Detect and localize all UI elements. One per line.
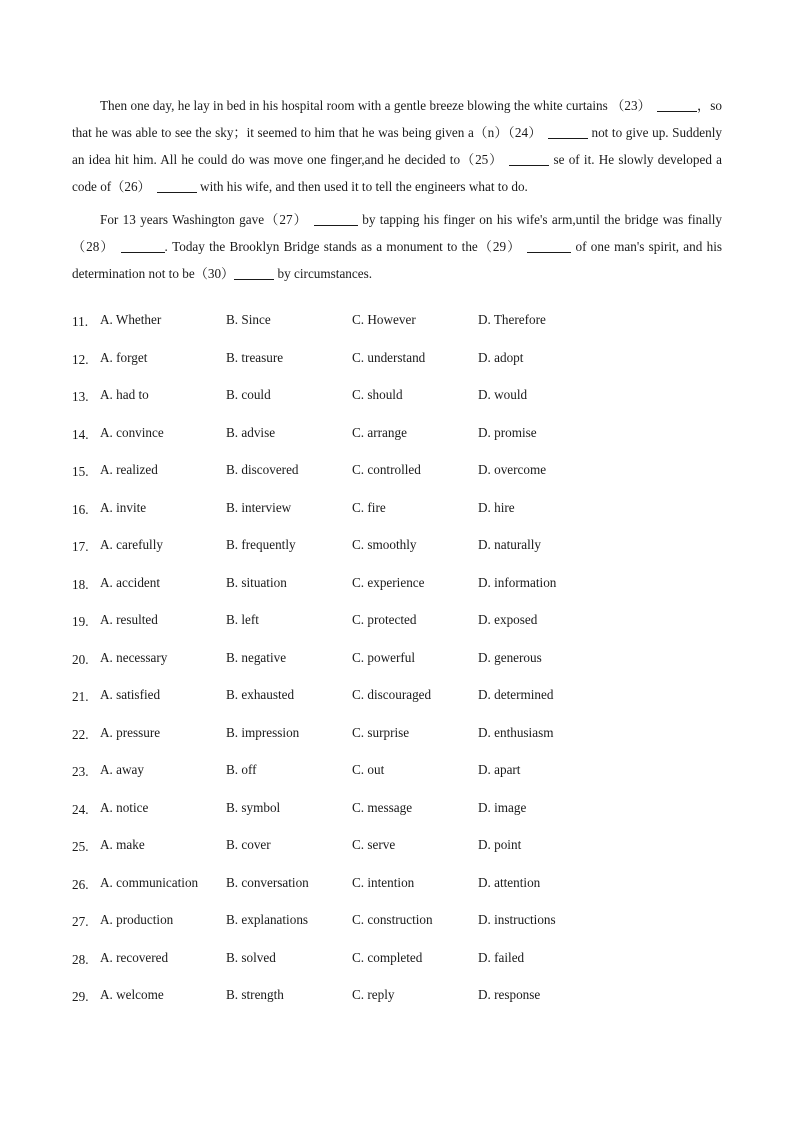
option-a: A. forget: [100, 349, 148, 365]
question-number: 11.: [72, 314, 88, 329]
question-row: [72, 831, 722, 869]
option-a: A. communication: [100, 874, 199, 890]
option-a: A. recovered: [100, 949, 169, 965]
question-row: [72, 869, 722, 907]
question-number: 15.: [72, 464, 89, 479]
option-c: C. reply: [352, 987, 395, 1002]
question-row: [72, 944, 722, 982]
option-c: C. completed: [352, 949, 423, 965]
answer-blank-29: [527, 238, 571, 253]
option-d: D. instructions: [478, 912, 556, 927]
question-number: 14.: [72, 426, 89, 442]
option-a: A. invite: [100, 499, 147, 515]
option-b: B. advise: [226, 424, 276, 440]
option-a: A. production: [100, 912, 174, 927]
option-c: C. message: [352, 799, 413, 815]
question-row: [72, 381, 722, 419]
option-c: C. construction: [352, 912, 433, 927]
question-number: 12.: [72, 351, 89, 367]
option-a: A. welcome: [100, 987, 164, 1002]
question-number: 27.: [72, 914, 89, 929]
option-a: A. realized: [100, 462, 158, 477]
option-a: A. accident: [100, 574, 161, 590]
option-b: B. impression: [226, 724, 300, 740]
question-row: [72, 419, 722, 457]
option-d: D. overcome: [478, 462, 547, 477]
question-number: 22.: [72, 726, 89, 742]
option-a: A. necessary: [100, 649, 168, 665]
text-segment: by tapping his finger on his wife's arm,until the bridge was finally （28）: [72, 212, 722, 254]
question-row: [72, 494, 722, 532]
question-row: [72, 569, 722, 607]
option-b: B. explanations: [226, 912, 309, 927]
option-d: D. enthusiasm: [478, 724, 554, 740]
option-d: D. hire: [478, 499, 515, 515]
question-number: 20.: [72, 651, 89, 667]
question-row: [72, 794, 722, 832]
option-c: C. However: [352, 312, 416, 327]
option-c: C. serve: [352, 837, 396, 852]
answer-blank-24: [548, 124, 588, 139]
text-segment: of one man's spirit, and his determination not to be（30）: [72, 239, 723, 281]
question-list: [72, 306, 722, 1019]
option-b: B. symbol: [226, 799, 281, 815]
option-d: D. promise: [478, 424, 537, 440]
answer-blank-23: [657, 97, 697, 112]
option-c: C. experience: [352, 574, 425, 590]
option-b: B. treasure: [226, 349, 284, 365]
passage: [72, 92, 722, 287]
option-c: C. understand: [352, 349, 426, 365]
question-row: [72, 306, 722, 344]
question-number: 17.: [72, 539, 89, 554]
question-number: 21.: [72, 689, 89, 704]
option-b: B. Since: [226, 312, 271, 327]
text-segment: with his wife, and then used it to tell the engineers what to do.: [200, 179, 528, 194]
text-segment: . Today the Brooklyn Bridge stands as a monument to the（29）: [164, 239, 522, 254]
question-number: 24.: [72, 801, 89, 817]
passage-paragraph-2: [72, 206, 722, 287]
option-a: A. away: [100, 762, 144, 777]
option-d: D. generous: [478, 649, 542, 665]
question-row: [72, 906, 722, 944]
option-b: B. interview: [226, 499, 292, 515]
option-d: D. attention: [478, 874, 541, 890]
question-number: 28.: [72, 951, 89, 967]
question-row: [72, 756, 722, 794]
text-segment: not to give up. Suddenly an idea hit him. All he could do was move one finger,and he decided to（25）: [72, 125, 723, 167]
option-a: A. Whether: [100, 312, 162, 327]
option-c: C. smoothly: [352, 537, 417, 552]
option-a: A. had to: [100, 387, 149, 402]
answer-blank-28: [121, 238, 165, 253]
question-row: [72, 531, 722, 569]
answer-blank-25: [509, 151, 549, 166]
question-row: [72, 344, 722, 382]
option-c: C. powerful: [352, 649, 415, 665]
answer-blank-30: [234, 265, 274, 280]
option-c: C. protected: [352, 612, 417, 627]
option-c: C. intention: [352, 874, 415, 890]
question-number: 25.: [72, 839, 89, 854]
option-d: D. adopt: [478, 349, 524, 365]
option-d: D. naturally: [478, 537, 541, 552]
option-b: B. could: [226, 387, 271, 402]
option-b: B. strength: [226, 987, 284, 1002]
text-segment: se of it. He slowly developed a code of（26）: [72, 152, 722, 194]
option-d: D. failed: [478, 949, 525, 965]
question-row: [72, 681, 722, 719]
question-number: 23.: [72, 764, 89, 779]
question-row: [72, 606, 722, 644]
answer-blank-27: [314, 211, 358, 226]
option-a: A. convince: [100, 424, 164, 440]
option-d: D. would: [478, 387, 528, 402]
option-a: A. pressure: [100, 724, 161, 740]
option-a: A. resulted: [100, 612, 158, 627]
option-d: D. Therefore: [478, 312, 546, 327]
option-b: B. exhausted: [226, 687, 295, 702]
option-b: B. frequently: [226, 537, 296, 552]
option-d: D. response: [478, 987, 541, 1002]
option-c: C. arrange: [352, 424, 407, 440]
question-row: [72, 644, 722, 682]
question-row: [72, 719, 722, 757]
text-segment: by circumstances.: [277, 266, 373, 281]
question-number: 26.: [72, 876, 89, 892]
passage-paragraph-1: [72, 92, 722, 200]
option-b: B. situation: [226, 574, 287, 590]
option-d: D. exposed: [478, 612, 538, 627]
option-c: C. surprise: [352, 724, 410, 740]
option-b: B. left: [226, 612, 259, 627]
answer-blank-26: [157, 178, 197, 193]
option-b: B. negative: [226, 649, 287, 665]
question-number: 18.: [72, 576, 89, 592]
option-a: A. make: [100, 837, 145, 852]
option-d: D. apart: [478, 762, 521, 777]
question-row: [72, 456, 722, 494]
option-b: B. discovered: [226, 462, 299, 477]
option-a: A. carefully: [100, 537, 163, 552]
option-b: B. off: [226, 762, 257, 777]
option-b: B. cover: [226, 837, 271, 852]
option-a: A. notice: [100, 799, 149, 815]
option-d: D. determined: [478, 687, 554, 702]
option-c: C. discouraged: [352, 687, 432, 702]
question-row: [72, 981, 722, 1019]
option-d: D. image: [478, 799, 527, 815]
option-c: C. should: [352, 387, 403, 402]
option-a: A. satisfied: [100, 687, 161, 702]
option-c: C. fire: [352, 499, 386, 515]
question-number: 19.: [72, 614, 89, 629]
option-b: B. solved: [226, 949, 276, 965]
option-d: D. information: [478, 574, 557, 590]
text-segment: ，so that he was able to see the sky；it seemed to him that he was being given a（n）（24）: [72, 98, 723, 140]
option-d: D. point: [478, 837, 522, 852]
question-number: 13.: [72, 389, 89, 404]
option-b: B. conversation: [226, 874, 309, 890]
text-segment: Then one day, he lay in bed in his hospital room with a gentle breeze blowing the white curtains （23）: [100, 98, 651, 113]
option-c: C. controlled: [352, 462, 421, 477]
text-segment: For 13 years Washington gave（27）: [100, 212, 308, 227]
option-c: C. out: [352, 762, 385, 777]
question-number: 16.: [72, 501, 89, 517]
question-number: 29.: [72, 989, 89, 1004]
